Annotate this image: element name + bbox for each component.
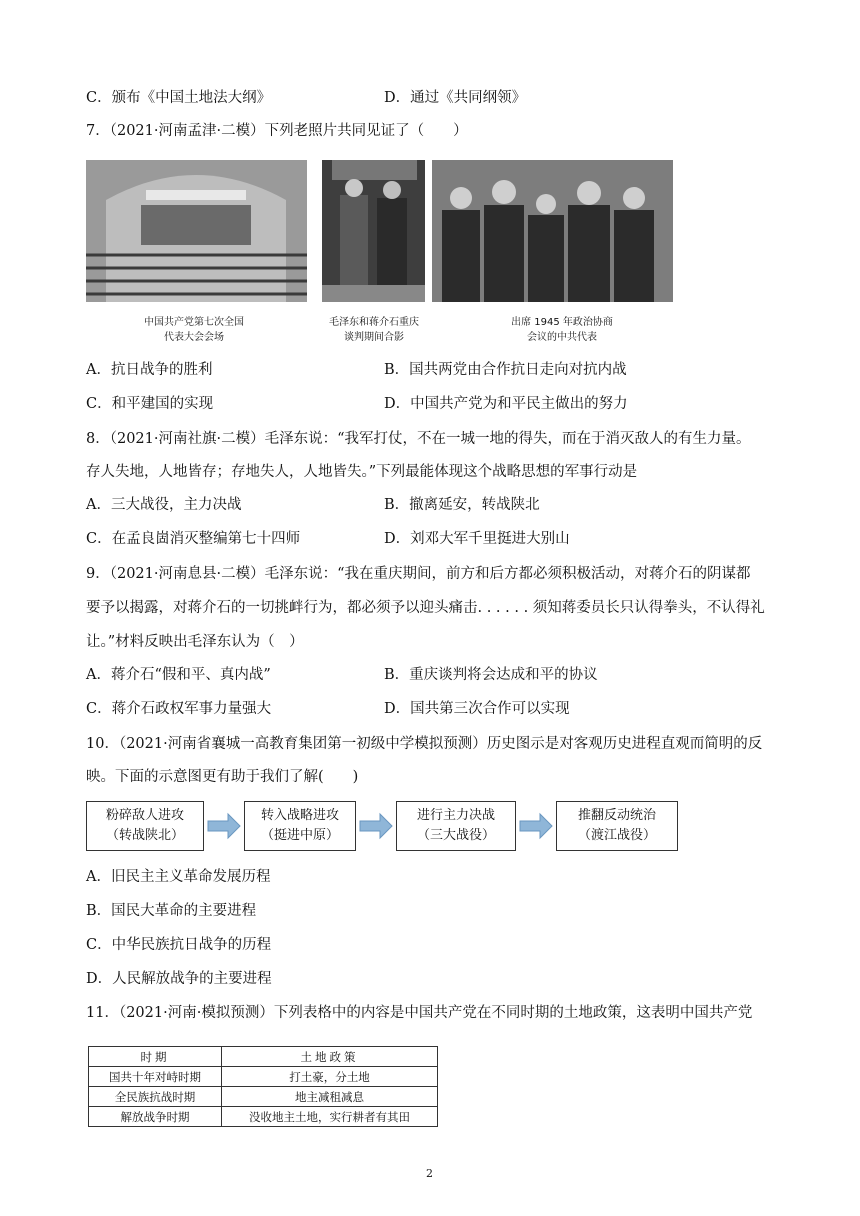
flow-step-4-title: 推翻反动统治: [577, 808, 656, 823]
question-9-stem-line-1: 9．（2021·河南息县·二模）毛泽东说：“我在重庆期间，前方和后方都必须积极活动，对蒋介石的阴谋都: [86, 566, 751, 582]
prev-option-d: D．通过《共同纲领》: [384, 90, 527, 106]
question-9-stem-line-2: 要予以揭露，对蒋介石的一切挑衅行为，都必须予以迎头痛击. . . . . . 须知蒋委员长只认得拳头，不认得礼: [86, 600, 765, 616]
table-row: [89, 1087, 438, 1107]
flow-step-4: [556, 801, 678, 851]
table-row: [89, 1107, 438, 1127]
flow-step-1-sub: （转战陕北）: [105, 828, 184, 843]
question-10-stem-line-1: 10．（2021·河南省襄城一高教育集团第一初级中学模拟预测）历史图示是对客观历史进程直观而简明的反: [86, 736, 763, 752]
q8-option-c: C．在孟良崮消灭整编第七十四师: [86, 531, 301, 547]
question-10-stem-line-2: 映。下面的示意图更有助于我们了解( ): [86, 769, 359, 785]
prev-option-c: C．颁布《中国土地法大纲》: [86, 90, 272, 106]
q7-option-a: A．抗日战争的胜利: [86, 362, 213, 378]
table-cell-period: 国共十年对峙时期: [89, 1067, 222, 1087]
table-cell-policy: 打土豪，分土地: [222, 1067, 438, 1087]
question-11-stem: 11．（2021·河南·模拟预测）下列表格中的内容是中国共产党在不同时期的土地政策，这表明中国共产党: [86, 1005, 753, 1021]
flow-step-2-sub: （挺进中原）: [260, 828, 339, 843]
q8-option-d: D．刘邓大军千里挺进大别山: [384, 531, 570, 547]
photo-seventh-congress: [86, 160, 307, 302]
q7-option-c: C．和平建国的实现: [86, 396, 214, 412]
question-8-stem-line-2: 存人失地，人地皆存；存地失人，人地皆失。”下列最能体现这个战略思想的军事行动是: [86, 464, 638, 480]
q9-option-d: D．国共第三次合作可以实现: [384, 701, 570, 717]
flow-step-2-title: 转入战略进攻: [260, 808, 339, 823]
flow-step-2: [244, 801, 356, 851]
table-cell-policy: 没收地主土地，实行耕者有其田: [222, 1107, 438, 1127]
q8-option-b: B．撤离延安，转战陕北: [384, 497, 540, 513]
flow-arrow-3: [518, 812, 554, 840]
q10-option-a: A．旧民主主义革命发展历程: [86, 869, 271, 885]
page-number: 2: [426, 1167, 433, 1180]
table-cell-period: 全民族抗战时期: [89, 1087, 222, 1107]
q9-option-b: B．重庆谈判将会达成和平的协议: [384, 667, 598, 683]
table-cell-policy: 地主减租减息: [222, 1087, 438, 1107]
caption-pcc-delegates: 出席 1945 年政治协商 会议的中共代表: [511, 317, 613, 343]
question-9-stem-line-3: 让。”材料反映出毛泽东认为（ ）: [86, 634, 304, 650]
table-header-row: [89, 1047, 438, 1067]
flow-arrow-2: [358, 812, 394, 840]
photo-chongqing-talks: [322, 160, 425, 302]
flow-step-1: [86, 801, 204, 851]
flow-step-4-sub: （渡江战役）: [577, 828, 656, 843]
table-row: [89, 1067, 438, 1087]
q10-option-c: C．中华民族抗日战争的历程: [86, 937, 272, 953]
q10-option-d: D．人民解放战争的主要进程: [86, 971, 272, 987]
table-cell-period: 解放战争时期: [89, 1107, 222, 1127]
flow-step-3: [396, 801, 516, 851]
q9-option-a: A．蒋介石“假和平、真内战”: [86, 667, 271, 683]
table-header-policy: 土地政策: [222, 1047, 438, 1067]
table-header-period: 时期: [89, 1047, 222, 1067]
q8-option-a: A．三大战役，主力决战: [86, 497, 242, 513]
q9-option-c: C．蒋介石政权军事力量强大: [86, 701, 272, 717]
question-7-stem: 7．（2021·河南孟津·二模）下列老照片共同见证了（ ）: [86, 123, 468, 139]
caption-seventh-congress: 中国共产党第七次全国 代表大会会场: [144, 317, 244, 343]
flow-step-1-title: 粉碎敌人进攻: [105, 808, 184, 823]
land-policy-table: [88, 1046, 438, 1127]
q10-option-b: B．国民大革命的主要进程: [86, 903, 257, 919]
q7-option-d: D．中国共产党为和平民主做出的努力: [384, 396, 628, 412]
flow-step-3-title: 进行主力决战: [416, 808, 495, 823]
photo-pcc-delegates: [432, 160, 673, 302]
question-8-stem-line-1: 8．（2021·河南社旗·二模）毛泽东说：“我军打仗，不在一城一地的得失，而在于消灭敌人的有生力量。: [86, 431, 751, 447]
flow-step-3-sub: （三大战役）: [416, 828, 495, 843]
q7-option-b: B．国共两党由合作抗日走向对抗内战: [384, 362, 627, 378]
flow-arrow-1: [206, 812, 242, 840]
caption-chongqing-talks: 毛泽东和蒋介石重庆 谈判期间合影: [329, 317, 419, 343]
